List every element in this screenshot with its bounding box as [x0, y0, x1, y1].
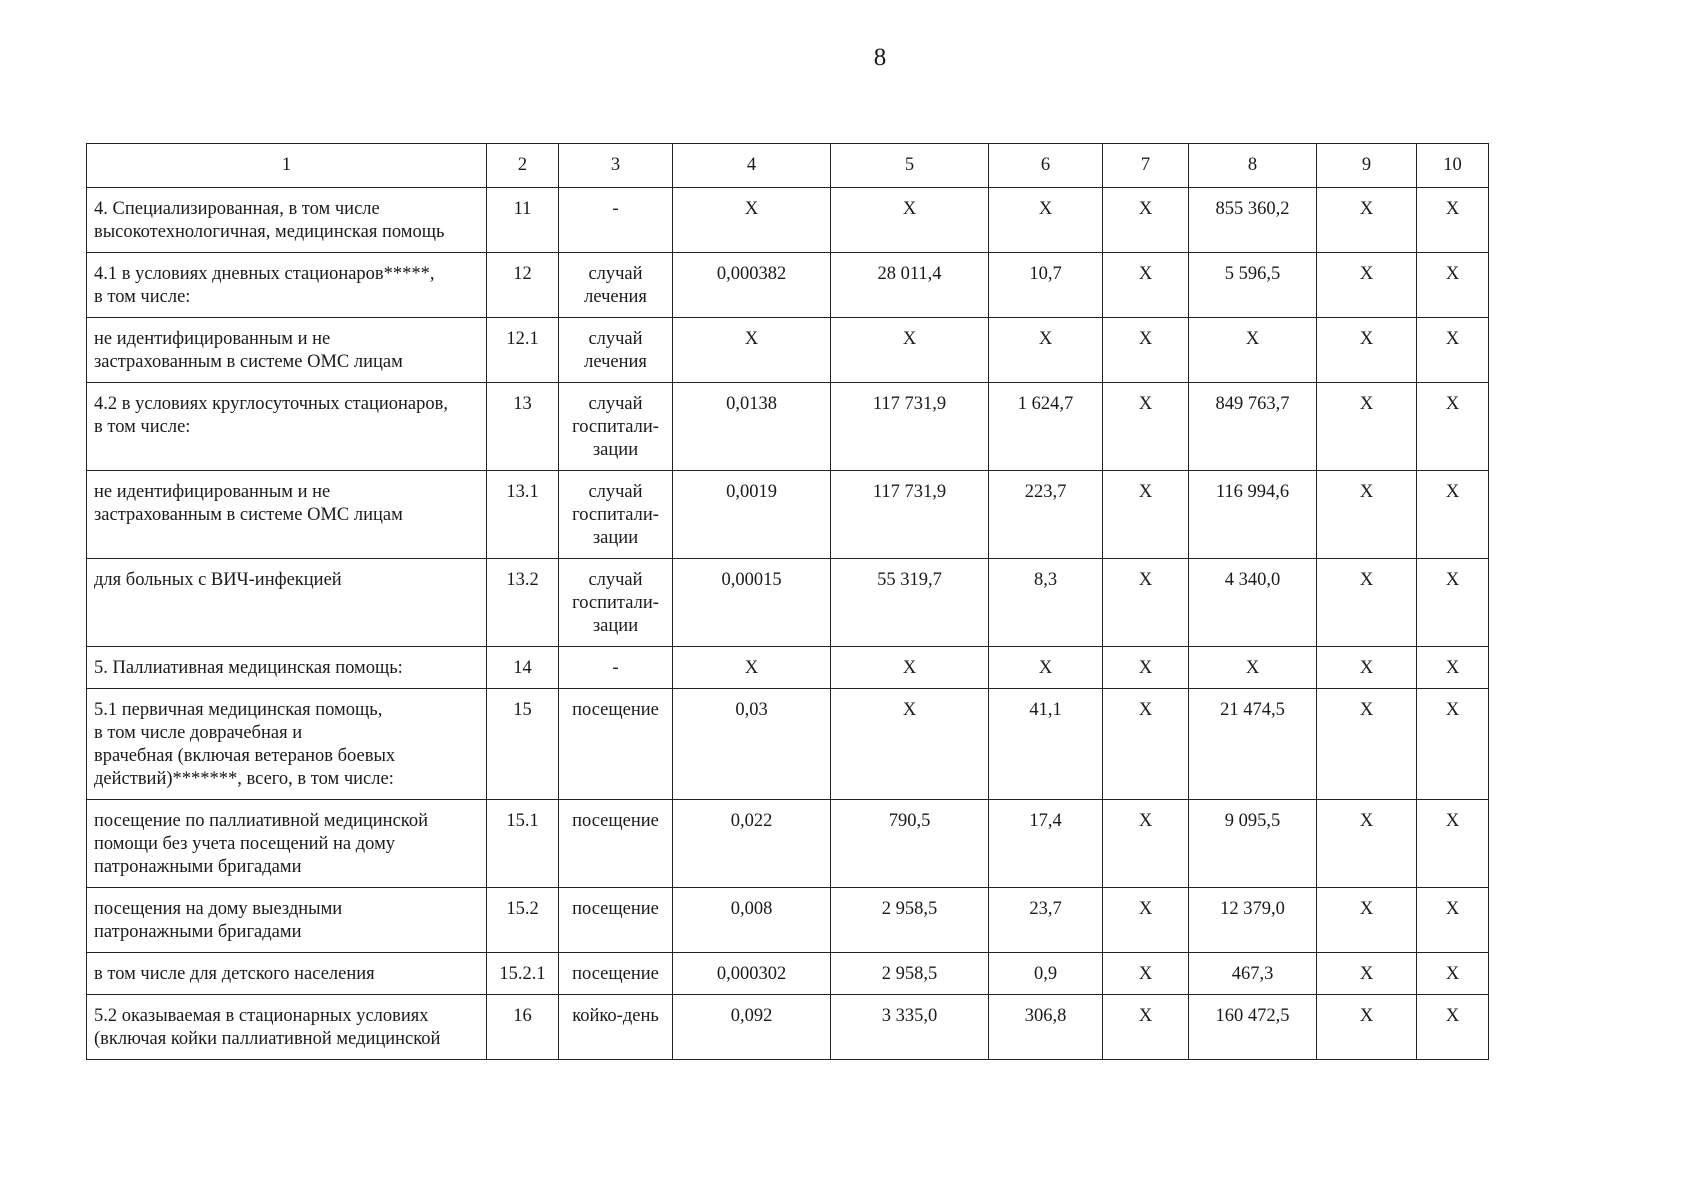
- table-cell-col-7: X: [1103, 559, 1189, 647]
- table-cell-col-9: X: [1317, 689, 1417, 800]
- table-cell-col-10: X: [1417, 383, 1489, 471]
- table-cell-col-5: 2 958,5: [831, 953, 989, 995]
- table-cell-col-9: X: [1317, 253, 1417, 318]
- table-cell-col-8: 12 379,0: [1189, 888, 1317, 953]
- table-cell-col-3: койко-день: [559, 995, 673, 1060]
- table-cell-col-9: X: [1317, 647, 1417, 689]
- table-cell-col-4: X: [673, 647, 831, 689]
- table-cell-col-6: 41,1: [989, 689, 1103, 800]
- table-cell-col-10: X: [1417, 647, 1489, 689]
- table-cell-col-10: X: [1417, 888, 1489, 953]
- row-label-cell: 4. Специализированная, в том числе высокотехнологичная, медицинская помощь: [87, 188, 487, 253]
- table-cell-col-5: 3 335,0: [831, 995, 989, 1060]
- table-cell-col-2: 15.1: [487, 800, 559, 888]
- table-cell-col-8: X: [1189, 318, 1317, 383]
- table-cell-col-8: 116 994,6: [1189, 471, 1317, 559]
- table-cell-col-6: 10,7: [989, 253, 1103, 318]
- table-cell-col-9: X: [1317, 383, 1417, 471]
- row-label-cell: 4.1 в условиях дневных стационаров*****, в том числе:: [87, 253, 487, 318]
- table-row: [87, 383, 1489, 471]
- table-cell-col-9: X: [1317, 953, 1417, 995]
- table-cell-col-3: случай госпитали- зации: [559, 559, 673, 647]
- table-row: [87, 188, 1489, 253]
- row-label-cell: не идентифицированным и не застрахованным в системе ОМС лицам: [87, 471, 487, 559]
- table-cell-col-10: X: [1417, 953, 1489, 995]
- column-header-5: 5: [831, 144, 989, 188]
- row-label-cell: 4.2 в условиях круглосуточных стационаров, в том числе:: [87, 383, 487, 471]
- column-header-4: 4: [673, 144, 831, 188]
- table-cell-col-3: посещение: [559, 689, 673, 800]
- table-cell-col-5: 28 011,4: [831, 253, 989, 318]
- table-cell-col-10: X: [1417, 689, 1489, 800]
- table-cell-col-9: X: [1317, 800, 1417, 888]
- table-cell-col-8: 855 360,2: [1189, 188, 1317, 253]
- table-cell-col-4: 0,022: [673, 800, 831, 888]
- table-row: [87, 318, 1489, 383]
- table-cell-col-4: 0,092: [673, 995, 831, 1060]
- table-cell-col-3: посещение: [559, 800, 673, 888]
- table-cell-col-2: 12.1: [487, 318, 559, 383]
- row-label-cell: для больных с ВИЧ-инфекцией: [87, 559, 487, 647]
- table-cell-col-4: 0,03: [673, 689, 831, 800]
- table-cell-col-5: X: [831, 689, 989, 800]
- table-cell-col-6: 23,7: [989, 888, 1103, 953]
- table-cell-col-2: 15.2.1: [487, 953, 559, 995]
- table-row: [87, 953, 1489, 995]
- table-cell-col-8: X: [1189, 647, 1317, 689]
- table-cell-col-4: 0,000302: [673, 953, 831, 995]
- table-cell-col-7: X: [1103, 953, 1189, 995]
- table-cell-col-2: 15.2: [487, 888, 559, 953]
- table-cell-col-6: X: [989, 188, 1103, 253]
- table-cell-col-7: X: [1103, 689, 1189, 800]
- table-cell-col-6: 223,7: [989, 471, 1103, 559]
- table-cell-col-5: 117 731,9: [831, 471, 989, 559]
- table-cell-col-7: X: [1103, 383, 1189, 471]
- row-label-cell: посещение по паллиативной медицинской помощи без учета посещений на дому патронажными бригадами: [87, 800, 487, 888]
- table-cell-col-4: 0,0019: [673, 471, 831, 559]
- table-cell-col-5: 55 319,7: [831, 559, 989, 647]
- table-row: [87, 888, 1489, 953]
- table-cell-col-4: X: [673, 318, 831, 383]
- table-cell-col-5: 790,5: [831, 800, 989, 888]
- table-cell-col-9: X: [1317, 318, 1417, 383]
- table-cell-col-8: 5 596,5: [1189, 253, 1317, 318]
- table-cell-col-4: 0,000382: [673, 253, 831, 318]
- row-label-cell: посещения на дому выездными патронажными бригадами: [87, 888, 487, 953]
- table-cell-col-3: -: [559, 647, 673, 689]
- column-header-10: 10: [1417, 144, 1489, 188]
- row-label-cell: не идентифицированным и не застрахованным в системе ОМС лицам: [87, 318, 487, 383]
- table-cell-col-7: X: [1103, 647, 1189, 689]
- table-cell-col-10: X: [1417, 253, 1489, 318]
- table-row: [87, 995, 1489, 1060]
- table-cell-col-9: X: [1317, 995, 1417, 1060]
- table-cell-col-7: X: [1103, 995, 1189, 1060]
- table-cell-col-7: X: [1103, 800, 1189, 888]
- table-cell-col-2: 13.2: [487, 559, 559, 647]
- table-cell-col-8: 467,3: [1189, 953, 1317, 995]
- table-cell-col-8: 849 763,7: [1189, 383, 1317, 471]
- table-cell-col-10: X: [1417, 318, 1489, 383]
- table-cell-col-5: 117 731,9: [831, 383, 989, 471]
- table-cell-col-7: X: [1103, 471, 1189, 559]
- table-cell-col-5: X: [831, 647, 989, 689]
- table-cell-col-2: 11: [487, 188, 559, 253]
- table-cell-col-4: 0,00015: [673, 559, 831, 647]
- table-cell-col-9: X: [1317, 471, 1417, 559]
- row-label-cell: 5.1 первичная медицинская помощь, в том числе доврачебная и врачебная (включая ветеранов боевых действий)*******, всего, в том числе:: [87, 689, 487, 800]
- column-header-6: 6: [989, 144, 1103, 188]
- data-table: [86, 143, 1489, 1060]
- table-cell-col-3: случай лечения: [559, 318, 673, 383]
- table-cell-col-8: 9 095,5: [1189, 800, 1317, 888]
- data-table-container: [86, 143, 1489, 1060]
- table-cell-col-4: 0,0138: [673, 383, 831, 471]
- table-cell-col-10: X: [1417, 559, 1489, 647]
- table-row: [87, 253, 1489, 318]
- table-cell-col-9: X: [1317, 188, 1417, 253]
- table-cell-col-6: 17,4: [989, 800, 1103, 888]
- table-cell-col-8: 4 340,0: [1189, 559, 1317, 647]
- table-cell-col-4: X: [673, 188, 831, 253]
- table-row: [87, 800, 1489, 888]
- table-cell-col-10: X: [1417, 188, 1489, 253]
- column-header-9: 9: [1317, 144, 1417, 188]
- table-cell-col-2: 13.1: [487, 471, 559, 559]
- table-cell-col-3: посещение: [559, 888, 673, 953]
- table-header: [87, 144, 1489, 188]
- table-row: [87, 647, 1489, 689]
- page-number: 8: [873, 44, 887, 71]
- table-cell-col-2: 14: [487, 647, 559, 689]
- table-cell-col-3: -: [559, 188, 673, 253]
- table-cell-col-2: 16: [487, 995, 559, 1060]
- table-cell-col-6: X: [989, 318, 1103, 383]
- table-cell-col-6: 1 624,7: [989, 383, 1103, 471]
- table-cell-col-3: случай лечения: [559, 253, 673, 318]
- table-cell-col-2: 13: [487, 383, 559, 471]
- table-cell-col-6: 8,3: [989, 559, 1103, 647]
- table-body: [87, 188, 1489, 1060]
- column-header-1: 1: [87, 144, 487, 188]
- table-header-row: [87, 144, 1489, 188]
- table-cell-col-5: X: [831, 188, 989, 253]
- table-cell-col-6: 306,8: [989, 995, 1103, 1060]
- row-label-cell: 5.2 оказываемая в стационарных условиях (включая койки паллиативной медицинской: [87, 995, 487, 1060]
- column-header-2: 2: [487, 144, 559, 188]
- table-cell-col-10: X: [1417, 800, 1489, 888]
- column-header-8: 8: [1189, 144, 1317, 188]
- table-cell-col-10: X: [1417, 471, 1489, 559]
- column-header-3: 3: [559, 144, 673, 188]
- table-cell-col-5: 2 958,5: [831, 888, 989, 953]
- table-cell-col-9: X: [1317, 888, 1417, 953]
- table-row: [87, 689, 1489, 800]
- table-cell-col-8: 21 474,5: [1189, 689, 1317, 800]
- table-cell-col-2: 15: [487, 689, 559, 800]
- row-label-cell: в том числе для детского населения: [87, 953, 487, 995]
- table-cell-col-9: X: [1317, 559, 1417, 647]
- table-row: [87, 471, 1489, 559]
- table-cell-col-7: X: [1103, 253, 1189, 318]
- row-label-cell: 5. Паллиативная медицинская помощь:: [87, 647, 487, 689]
- table-cell-col-6: 0,9: [989, 953, 1103, 995]
- table-cell-col-2: 12: [487, 253, 559, 318]
- table-cell-col-3: случай госпитали- зации: [559, 471, 673, 559]
- column-header-7: 7: [1103, 144, 1189, 188]
- table-cell-col-3: случай госпитали- зации: [559, 383, 673, 471]
- table-cell-col-7: X: [1103, 888, 1189, 953]
- table-cell-col-10: X: [1417, 995, 1489, 1060]
- table-cell-col-8: 160 472,5: [1189, 995, 1317, 1060]
- table-cell-col-3: посещение: [559, 953, 673, 995]
- table-cell-col-7: X: [1103, 188, 1189, 253]
- table-cell-col-6: X: [989, 647, 1103, 689]
- table-row: [87, 559, 1489, 647]
- table-cell-col-5: X: [831, 318, 989, 383]
- table-cell-col-7: X: [1103, 318, 1189, 383]
- table-cell-col-4: 0,008: [673, 888, 831, 953]
